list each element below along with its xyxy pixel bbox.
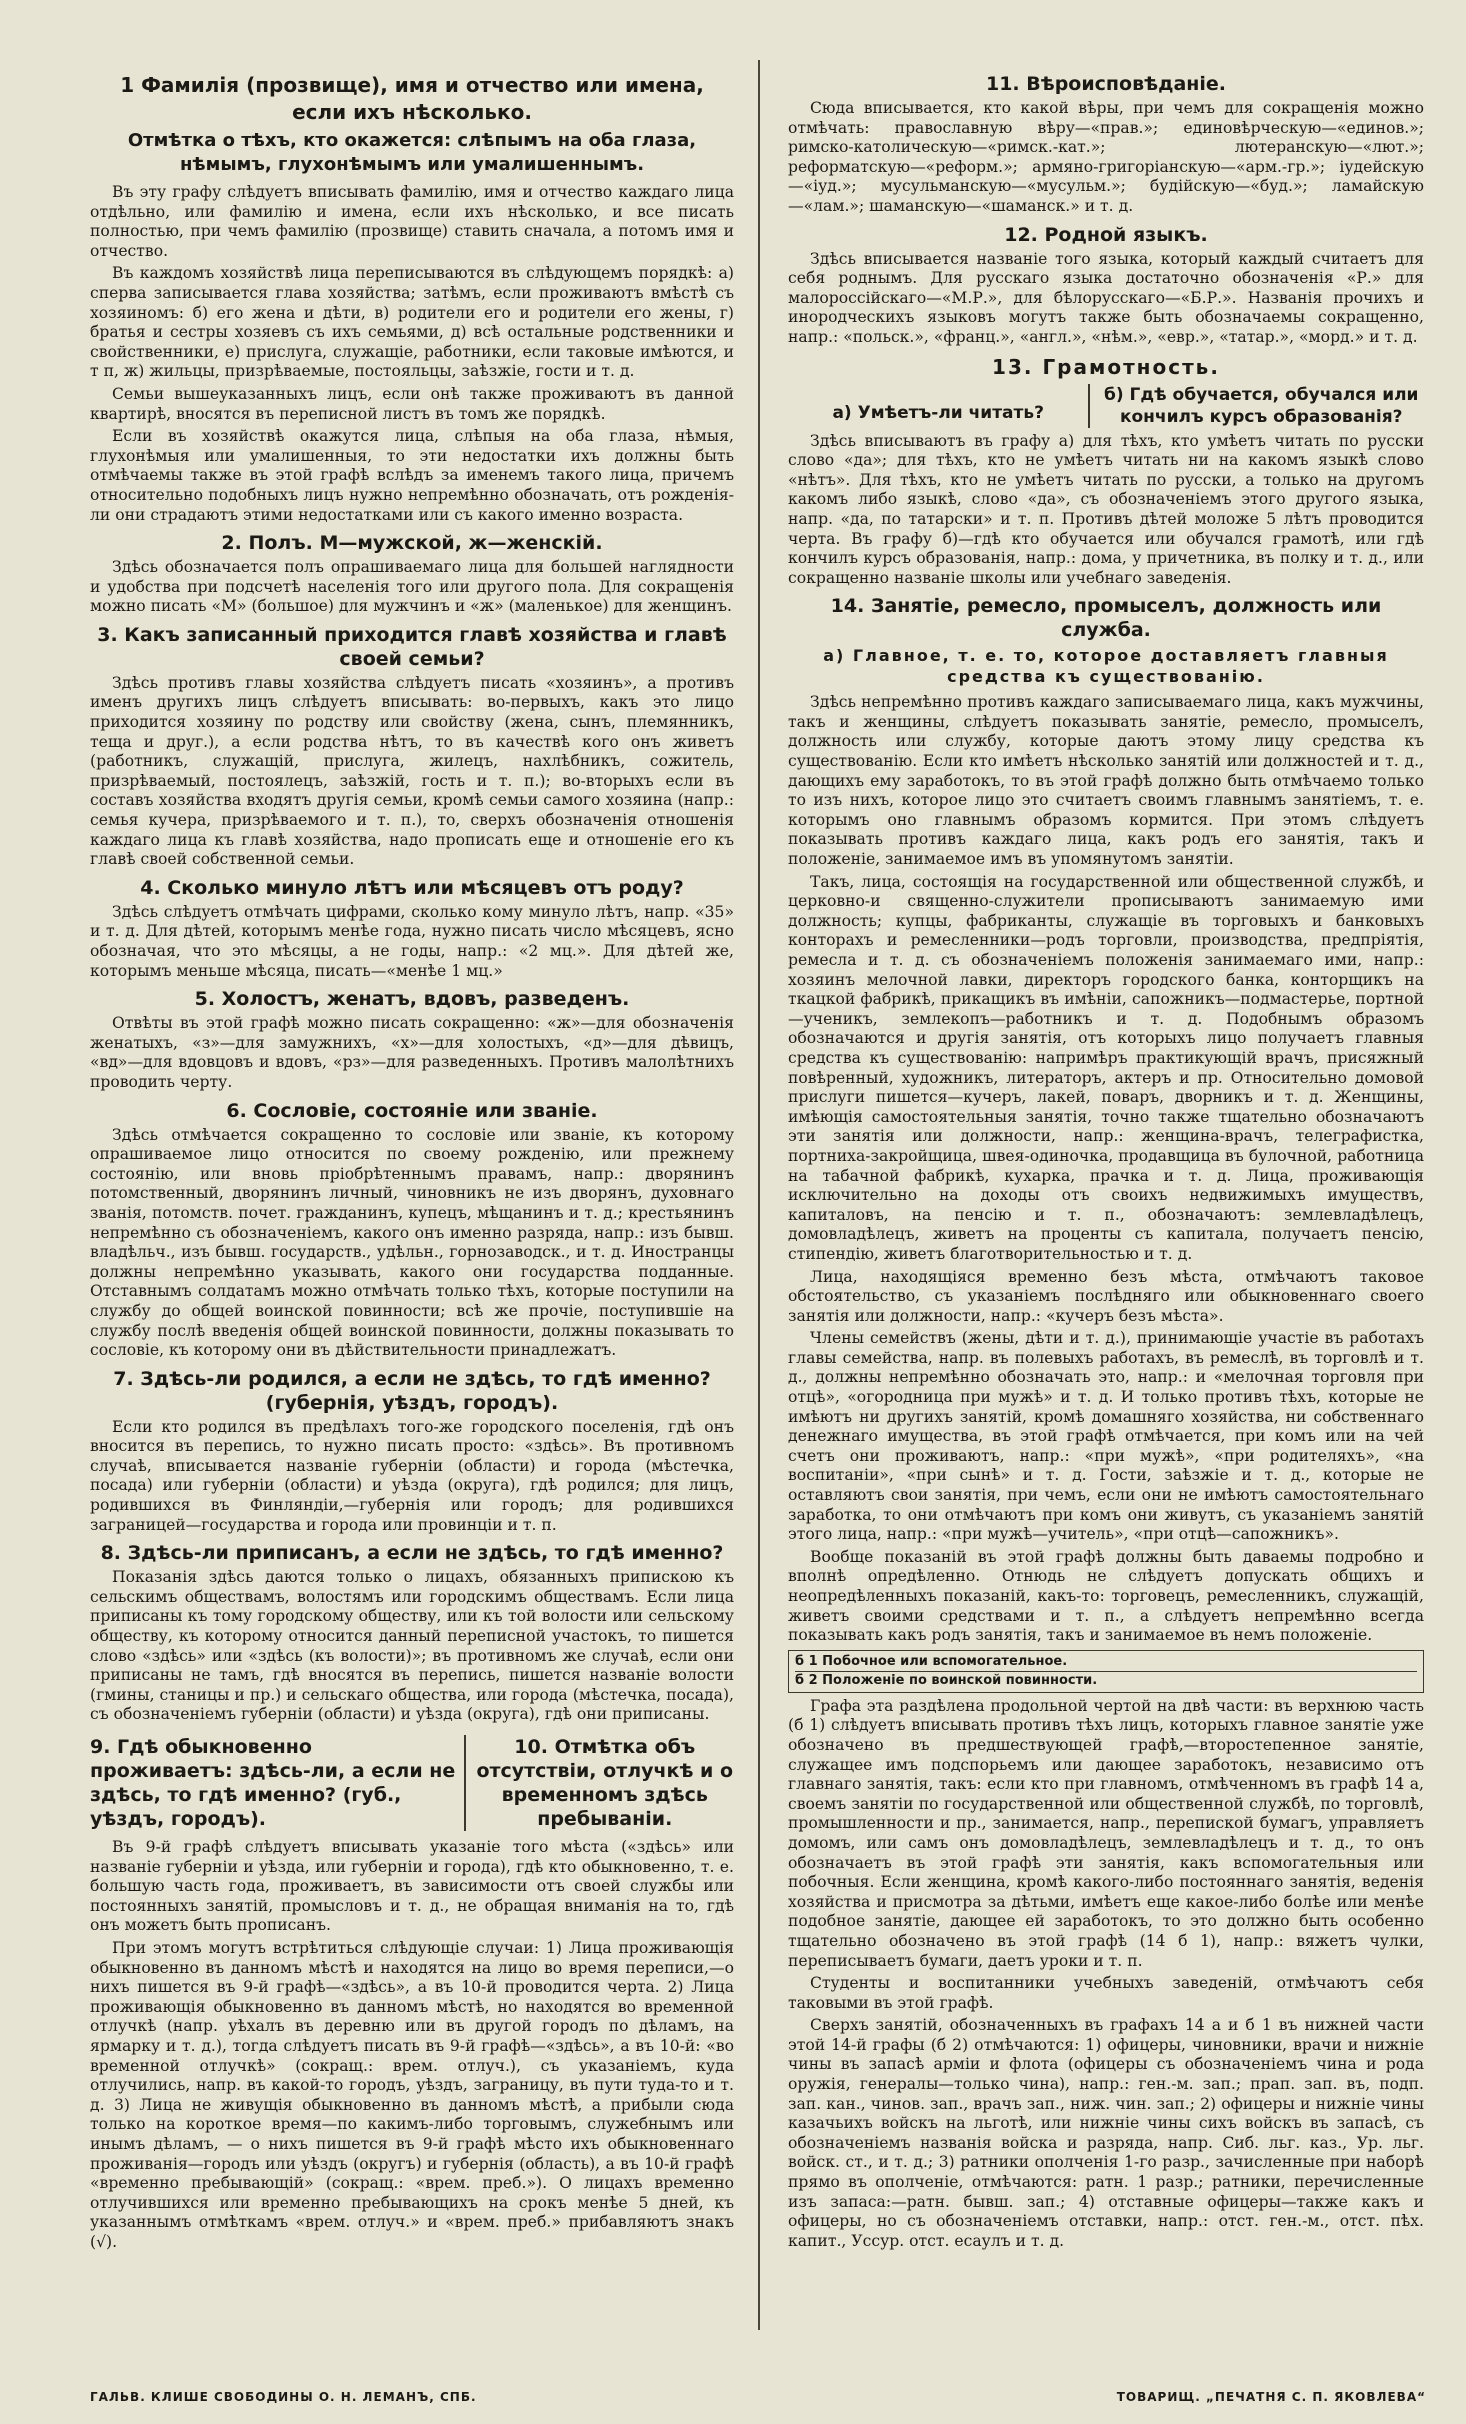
paragraph: Въ каждомъ хозяйствѣ лица переписываются въ слѣдующемъ порядкѣ: а) сперва записывается глава хозяйства; затѣмъ, если проживаютъ вмѣстѣ съ хозяиномъ: б) его жена и дѣти, в) родители его и родители его жены, г) братья и сестры хозяевъ съ ихъ семьями, д) всѣ остальные родственники и свойственники, е) прислуга, служащіе, работники, если таковые имѣются, и т п, ж) жильцы, призрѣваемые, постояльцы, заѣзжіе, гости и т. д. (90, 264, 734, 381)
paragraph: Вообще показаній въ этой графѣ должны быть даваемы подробно и вполнѣ опредѣленно. Отнюдь не слѣдуетъ допускать общихъ и неопредѣленныхъ показаній, какъ-то: торговецъ, ремесленникъ, служащій, живетъ своими средствами и т. п., а слѣдуетъ непремѣнно всегда показывать какъ родъ занятія, такъ и занимаемое въ немъ положеніе. (788, 1547, 1424, 1645)
section-14b2-label: б 2 Положеніе по воинской повинности. (795, 1671, 1417, 1690)
left-column (90, 66, 734, 2366)
section-11-title: 11. Вѣроисповѣданіе. (985, 73, 1227, 95)
paragraph: Здѣсь отмѣчается сокращенно то сословіе или званіе, къ которому опрашиваемое лицо относится по своему рожденію, или прежнему состоянію, или вновь пріобрѣтеннымъ правамъ, напр.: дворянинъ потомственный, дворянинъ личный, чиновникъ не изъ дворянъ, духовнаго званія, потомств. почет. гражданинъ, купецъ, мѣщанинъ и т. д.; крестьянинъ непремѣнно съ обозначеніемъ, какого онъ именно разряда, напр.: изъ бывш. владѣльч., изъ бывш. государств., удѣльн., горнозаводск., и т. д. Иностранцы должны непремѣнно указывать, какого они государства подданные. Отставнымъ солдатамъ можно отмѣчать только тѣхъ, которые поступили на службу до общей воинской повинности; всѣ же прочіе, поступившіе на службу послѣ введенія общей воинской повинности, должны показывать то сословіе, къ которому они въ дѣйствительности принадлежатъ. (90, 1125, 734, 1360)
section-14b1-label: б 1 Побочное или вспомогательное. (795, 1653, 1068, 1669)
paragraph: Въ эту графу слѣдуетъ вписывать фамилію, имя и отчество каждаго лица отдѣльно, или фамилію и имена, если ихъ нѣсколько, и все писать полностью, при чемъ фамилію (прозвище) ставить сначала, а потомъ имя и отчество. (90, 183, 734, 260)
paragraph: Здѣсь вписывается названіе того языка, который каждый считаетъ для себя роднымъ. Для русскаго языка достаточно обозначенія «Р.» для малороссійскаго—«М.Р.», для бѣлорусскаго—«Б.Р.». Названія прочихъ и инородческихъ языковъ могутъ также быть обозначаемы сокращенно, напр.: «польск.», «франц.», «англ.», «нѣм.», «евр.», «татар.», «морд.» и т. д. (788, 249, 1424, 346)
section-2-title: 2. Полъ. М—мужской, ж—женскій. (221, 532, 603, 555)
paragraph: Семьи вышеуказанныхъ лицъ, если онѣ также проживаютъ въ данной квартирѣ, вносятся въ переписной листъ въ томъ же порядкѣ. (90, 384, 734, 423)
paragraph: При этомъ могутъ встрѣтиться слѣдующіе случаи: 1) Лица проживающія обыкновенно въ данномъ мѣстѣ и находятся на лицо во время переписи,—о нихъ пишется въ 9-й графѣ—«здѣсь», а въ 10-й проводится черта. 2) Лица проживающія обыкновенно въ данномъ мѣстѣ, но находятся во временной отлучкѣ (напр. уѣхалъ въ деревню или въ другой городъ по дѣламъ, на ярмарку и т. д.), тогда слѣдуетъ писать въ 9-й графѣ—«здѣсь», а въ 10-й: «во временной отлучкѣ» (сокращ.: врем. отлуч.), съ указаніемъ, куда отлучились, напр. въ какой-то городъ, уѣздъ, заграницу, въ пути туда-то и т. д. 3) Лица не живущія обыкновенно въ данномъ мѣстѣ, а прибыли сюда только на короткое время—по какимъ-либо торговымъ, служебнымъ или инымъ дѣламъ, — о нихъ пишется въ 9-й графѣ мѣсто ихъ обыкновеннаго проживанія—городъ или уѣздъ (округъ) и губернія (область), а въ 10-й графѣ «временно пребывающій» (сокращ.: «врем. преб.»). О лицахъ временно отлучившихся или временно пребывающихъ на срокъ менѣе 5 дней, къ указаннымъ отмѣткамъ «врем. отлуч.» и «врем. преб.» прибавляютъ знакъ (√). (90, 1938, 734, 2251)
paragraph: Здѣсь слѣдуетъ отмѣчать цифрами, сколько кому минуло лѣтъ, напр. «35» и т. д. Для дѣтей, которымъ менѣе года, нужно писать число мѣсяцевъ, ясно обозначая, что это мѣсяцы, а не годы, напр.: «2 мц.». Для дѣтей же, которымъ меньше мѣсяца, писать—«менѣе 1 мц.» (90, 902, 734, 980)
section-3-title: 3. Какъ записанный приходится главѣ хозяйства и главѣ своей семьи? (97, 623, 727, 670)
section-7-title: 7. Здѣсь-ли родился, а если не здѣсь, то гдѣ именно? (губернія, уѣздъ, городъ). (113, 1367, 711, 1414)
right-column (788, 66, 1424, 2366)
column-divider (758, 60, 760, 2330)
section-14b-box (788, 1650, 1424, 1693)
section-1-title: 1 Фамилія (прозвище), имя и отчество или имена, если ихъ нѣсколько. (120, 73, 704, 124)
paragraph: Члены семействъ (жены, дѣти и т. д.), принимающіе участіе въ работахъ главы семейства, напр. въ полевыхъ работахъ, въ ремеслѣ, въ торговлѣ и т. д., должны непремѣнно обозначать это, напр.: и «мелочная торговля при отцѣ», «огородница при мужѣ» и т. д. И только противъ тѣхъ, которые не имѣютъ ни другихъ занятій, кромѣ домашняго хозяйства, ни собственнаго денежнаго имущества, въ этой графѣ отмѣчается, при комъ или на чей счетъ они проживаютъ, напр.: «при мужѣ», «при родителяхъ», «на воспитаніи», «при сынѣ» и т. д. Гости, заѣзжіе и т. д., которые не оставляютъ свои занятія, при чемъ, если они не имѣютъ самостоятельнаго заработка, то они отмѣчаютъ при комъ они живутъ, съ указаніемъ занятій этого лица, напр.: «при мужѣ—учитель», «при отцѣ—сапожникъ». (788, 1329, 1424, 1544)
paragraph: Лица, находящіяся временно безъ мѣста, отмѣчаютъ таковое обстоятельство, съ указаніемъ послѣдняго или обыкновеннаго своего занятія или должности, напр.: «кучеръ безъ мѣста». (788, 1267, 1424, 1325)
section-14a-subtitle: а) Главное, т. е. то, которое доставляетъ главныя средства къ существованію. (823, 646, 1389, 687)
section-13a-title: а) Умѣетъ-ли читать? (832, 402, 1044, 423)
printer-credit-left: ГАЛЬВ. КЛИШЕ СВОБОДИНЫ О. Н. ЛЕМАНЪ, СПБ. (90, 2390, 477, 2404)
paragraph: Такъ, лица, состоящія на государственной или общественной службѣ, и церковно-и священно-служители прописываютъ занимаемую ими должность; купцы, фабриканты, служащіе въ торговыхъ и банковыхъ конторахъ и ремесленники—родъ торговли, производства, предпріятія, ремесла и т. д. съ обозначеніемъ положенія занимаемаго ими, напр.: хозяинъ мелочной лавки, директоръ городского банка, конторщикъ на ткацкой фабрикѣ, прикащикъ въ имѣніи, сапожникъ—подмастерье, портной—ученикъ, землекопъ—работникъ и т. д. Подобнымъ образомъ обозначаются и другія занятія, отъ которыхъ лицо получаетъ главныя средства къ существованію: напримѣръ практикующій врачъ, присяжный повѣренный, художникъ, литераторъ, актеръ и пр. Относительно домовой прислуги пишется—кучеръ, лакей, поваръ, дворникъ и т. д. Женщины, имѣющія самостоятельныя занятія, точно также тщательно обозначаютъ эти занятія или должности, напр.: женщина-врачъ, телеграфистка, портниха-закройщица, швея-одиночка, продавщица въ булочной, работница на табачной фабрикѣ, кухарка, прачка и т. д. Лица, проживающія исключительно на доходы отъ своихъ недвижимыхъ имуществъ, капиталовъ, на пенсію и т. п., обозначаютъ: землевладѣлецъ, домовладѣлецъ, живетъ на проценты съ капитала, получаетъ пенсію, стипендію, живетъ благотворительностью и т. д. (788, 872, 1424, 1263)
section-4-title: 4. Сколько минуло лѣтъ или мѣсяцевъ отъ роду? (140, 876, 684, 899)
paragraph: Здѣсь противъ главы хозяйства слѣдуетъ писать «хозяинъ», а противъ именъ другихъ лицъ слѣдуетъ вписывать: во-первыхъ, какъ это лицо приходится хозяину по родству или свойству (жена, сынъ, племянникъ, теща и друг.), а если родства нѣтъ, то въ качествѣ кого онъ живетъ (работникъ, служащій, прислуга, жилецъ, нахлѣбникъ, сожитель, призрѣваемый, постоялецъ, заѣзжій, гость и т. п.); во-вторыхъ если въ составъ хозяйства входятъ другія семьи, кромѣ семьи самого хозяина (напр.: семья кучера, призрѣваемого и т. п.), то, сверхъ обозначенія отношенія каждаго лица къ главѣ хозяйства, надо прописать еще и отношеніе его къ главѣ своей собственной семьи. (90, 673, 734, 869)
section-9-title: 9. Гдѣ обыкновенно проживаетъ: здѣсь-ли, а если не здѣсь, то гдѣ именно? (губ., уѣздъ, городъ). (90, 1736, 456, 1830)
paragraph: Здѣсь обозначается полъ опрашиваемаго лица для большей наглядности и удобства при подсчетѣ населенія того или другого пола. Для сокращенія можно писать «М» (большое) для мужчинъ и «ж» (маленькое) для женщинъ. (90, 558, 734, 616)
section-13-title: 13. Грамотность. (992, 354, 1220, 379)
section-6-title: 6. Сословіе, состояніе или званіе. (226, 1099, 598, 1122)
paragraph: Если кто родился въ предѣлахъ того-же городского поселенія, гдѣ онъ вносится въ перепись, то нужно писать просто: «здѣсь». Въ противномъ случаѣ, вписывается названіе губерніи (области) и города (мѣстечка, посада) или губерніи (области) и уѣзда (округа), гдѣ родился; для лицъ, родившихся въ Финляндіи,—губернія или городъ; для родившихся заграницей—государства и города или провинціи и т. п. (90, 1417, 734, 1534)
section-8-title: 8. Здѣсь-ли приписанъ, а если не здѣсь, то гдѣ именно? (100, 1542, 724, 1565)
section-1-subtitle: Отмѣтка о тѣхъ, кто окажется: слѣпымъ на оба глаза, нѣмымъ, глухонѣмымъ или умалишеннымъ. (127, 130, 697, 175)
paragraph: Здѣсь вписываютъ въ графу а) для тѣхъ, кто умѣетъ читать по русски слово «да»; для тѣхъ, кто не умѣетъ читать ни на какомъ языкѣ слово «нѣтъ». Для тѣхъ, кто не умѣетъ читать по русски, а только на другомъ какомъ либо языкѣ, слово «да», съ обозначеніемъ этого другого языка, напр. «да, по татарски» и т. п. Противъ дѣтей моложе 5 лѣтъ проводится черта. Въ графу б)—гдѣ кто обучается или обучался грамотѣ, или гдѣ кончилъ курсъ образованія, напр.: дома, у причетника, въ полку и т. д., или сокращенно названіе школы или учебнаго заведенія. (788, 431, 1424, 587)
paragraph: Сверхъ занятій, обозначенныхъ въ графахъ 14 а и б 1 въ нижней части этой 14-й графы (б 2) отмѣчаются: 1) офицеры, чиновники, врачи и нижніе чины въ запасѣ арміи и флота (офицеры съ обозначеніемъ чина и рода оружія, генералы—только чина), напр.: ген.-м. зап.; прап. зап. въ, подп. зап. кан., чинов. зап., врачъ зап., ниж. чин. зап.; 2) офицеры и нижніе чины казачьихъ войскъ на льготѣ, или нижніе чины сихъ войскъ въ запасѣ, съ обозначеніемъ названія войска и разряда, напр. Сиб. льг. каз., Ур. льг. войск. ст., и т. д.; 3) ратники ополченія 1-го разр., зачисленные при наборѣ прямо въ ополченіе, отмѣчаются: ратн. 1 разр.; ратники, перечисленные изъ запаса:—ратн. бывш. зап.; 4) отставные офицеры—также какъ и офицеры, но съ обозначеніемъ отставки, напр.: отст. ген.-м., отст. пѣх. капит., Уссур. отст. есаулъ и т. д. (788, 2016, 1424, 2250)
columns-13-header (788, 384, 1424, 428)
paragraph: Если въ хозяйствѣ окажутся лица, слѣпыя на оба глаза, нѣмыя, глухонѣмыя или умалишенныя, то эти недостатки ихъ должны быть отмѣчаемы также въ этой графѣ вслѣдъ за именемъ такого лица, причемъ относительно подобныхъ лицъ нужно непремѣнно обозначать, отъ рожденія-ли они страдаютъ этими недостатками или съ какого именно возраста. (90, 427, 734, 524)
paragraph: Графа эта раздѣлена продольной чертой на двѣ части: въ верхнюю часть (б 1) слѣдуетъ вписывать противъ тѣхъ лицъ, которыхъ главное занятіе уже обозначено въ предшествующей графѣ,—второстепенное занятіе, служащее имъ подспорьемъ или дающее заработокъ, независимо отъ главнаго занятія, такъ: если кто при главномъ, отмѣченномъ въ графѣ 14 а, своемъ занятіи по государственной или общественной службѣ, по торговлѣ, промышленности и пр., занимается, напр., перепиской бумагъ, управляетъ домомъ, или самъ онъ домовладѣлецъ, землевладѣлецъ и т. д., то онъ обозначаетъ въ этой графѣ эти занятія, какъ вспомогательныя или побочныя. Если женщина, кромѣ какого-либо постояннаго занятія, веденія хозяйства и присмотра за дѣтьми, имѣетъ еще какое-либо болѣе или менѣе подобное занятіе, дающее ей заработокъ, то это должно быть особенно тщательно обозначено въ этой графѣ (14 б 1), напр.: вяжетъ чулки, переписываетъ бумаги, даетъ уроки и т. п. (788, 1696, 1424, 1970)
paragraph: Сюда вписывается, кто какой вѣры, при чемъ для сокращенія можно отмѣчать: православную вѣру—«прав.»; единовѣрческую—«единов.»; римско-католическую—«римск.-кат.»; лютеранскую—«лют.»; реформатскую—«реформ.»; армяно-григоріанскую—«арм.-гр.»; іудейскую—«іуд.»; мусульманскую—«мусульм.»; будійскую—«буд.»; ламайскую—«лам.»; шаманскую—«шаманск.» и т. д. (788, 99, 1424, 215)
section-12-title: 12. Родной языкъ. (1004, 223, 1208, 246)
printer-credit-right: ТОВАРИЩ. „ПЕЧАТНЯ С. П. ЯКОВЛЕВА“ (1116, 2390, 1426, 2404)
paragraph: Здѣсь непремѣнно противъ каждаго записываемаго лица, какъ мужчины, такъ и женщины, слѣдуетъ показывать занятіе, ремесло, промыселъ, должность или службу, которые даютъ этому лицу средства къ существованію. Если кто имѣетъ нѣсколько занятій или должностей и т. д., дающихъ ему заработокъ, то въ этой графѣ должно быть отмѣчаемо только то изъ нихъ, которое лицо это считаетъ своимъ главнымъ занятіемъ, т. е. которымъ оно главнымъ образомъ кормится. При этомъ слѣдуетъ показывать противъ каждаго лица, какъ родъ его занятія, такъ и положеніе, занимаемое имъ въ упомянутомъ занятіи. (788, 693, 1424, 869)
paragraph: Отвѣты въ этой графѣ можно писать сокращенно: «ж»—для обозначенія женатыхъ, «з»—для замужнихъ, «х»—для холостыхъ, «д»—для дѣвицъ, «вд»—для вдовцовъ и вдовъ, «рз»—для разведенныхъ. Противъ малолѣтнихъ проводить черту. (90, 1014, 734, 1091)
section-10-title: 10. Отмѣтка объ отсутствіи, отлучкѣ и о временномъ здѣсь пребываніи. (464, 1735, 734, 1831)
paragraph: Студенты и воспитанники учебныхъ заведеній, отмѣчаютъ себя таковыми въ этой графѣ. (788, 1974, 1424, 2012)
paragraph: Показанія здѣсь даются только о лицахъ, обязанныхъ припискою къ сельскимъ обществамъ, волостямъ или городскимъ обществамъ. Если лица приписаны къ тому городскому обществу, или къ той волости или сельскому обществу, къ которому относится данный переписной участокъ, то пишется слово «здѣсь» или «здѣсь (къ волости)»; въ противномъ же случаѣ, если они приписаны не тамъ, гдѣ вносятся въ перепись, пишется названіе волости (гмины, станицы и пр.) и сельскаго общества, или города (мѣстечка, посада), съ обозначеніемъ губерніи (области) и уѣзда (округа), гдѣ они приписаны. (90, 1568, 734, 1724)
section-14-title: 14. Занятіе, ремесло, промыселъ, должность или служба. (830, 595, 1382, 642)
section-5-title: 5. Холостъ, женатъ, вдовъ, разведенъ. (194, 988, 630, 1011)
columns-9-10-header (90, 1729, 734, 1834)
paragraph: Въ 9-й графѣ слѣдуетъ вписывать указаніе того мѣста («здѣсь» или названіе губерніи и уѣзда, или губерніи и города), гдѣ кто обыкновенно, т. е. большую часть года, проживаетъ, въ зависимости отъ своей службы или постоянныхъ занятій, промысловъ и т. д., не обращая вниманія на то, гдѣ онъ можетъ быть прописанъ. (90, 1838, 734, 1935)
section-13b-title: б) Гдѣ обучается, обучался или кончилъ курсъ образованія? (1088, 384, 1424, 428)
